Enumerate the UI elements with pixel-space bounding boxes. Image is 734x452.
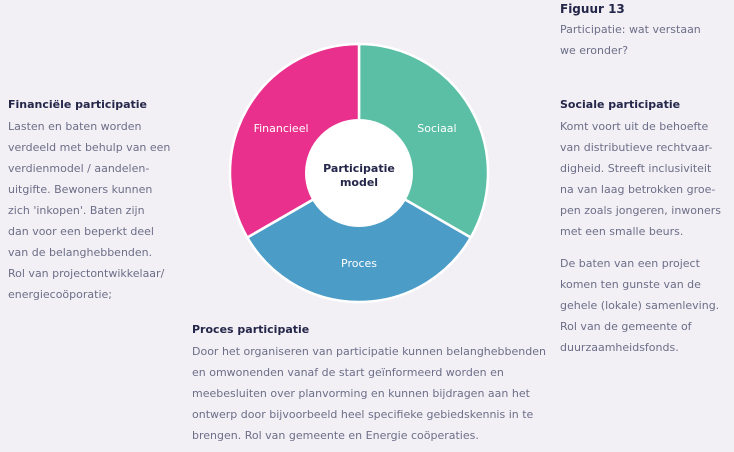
- paragraph-gap: [560, 242, 721, 253]
- process-participation-text: [192, 341, 546, 446]
- figure-caption-text: [560, 19, 701, 61]
- text-line: dan voor een beperkt deel: [8, 225, 154, 238]
- social-participation-text: [560, 116, 721, 358]
- segment-label-sociaal: Sociaal: [417, 122, 457, 135]
- text-line: Door het organiseren van participatie kunnen belanghebbenden: [192, 345, 546, 358]
- text-line: uitgifte. Bewoners kunnen: [8, 183, 153, 196]
- social-participation-section: [560, 97, 721, 358]
- financial-participation-text: [8, 116, 170, 305]
- financial-participation-section: [8, 97, 170, 305]
- process-participation-heading: Proces participatie: [192, 323, 310, 336]
- text-line: van distributieve rechtvaar-: [560, 141, 713, 154]
- segment-label-financieel: Financieel: [253, 122, 309, 135]
- participation-model-diagram: [226, 40, 492, 306]
- caption-line: we eronder?: [560, 44, 629, 57]
- financial-participation-heading: Financiële participatie: [8, 98, 148, 111]
- text-line: met een smalle beurs.: [560, 225, 684, 238]
- text-line: duurzaamheidsfonds.: [560, 341, 679, 354]
- text-line: komen ten gunste van de: [560, 278, 701, 291]
- figure-title: Figuur 13: [560, 2, 625, 16]
- text-line: verdienmodel / aandelen-: [8, 162, 150, 175]
- process-participation-section: [192, 322, 546, 446]
- text-line: gehele (lokale) samenleving.: [560, 299, 720, 312]
- text-line: van de belanghebbenden.: [8, 246, 153, 259]
- text-line: Lasten en baten worden: [8, 120, 142, 133]
- figure-caption: [560, 0, 701, 61]
- center-label-line: Participatie: [323, 162, 395, 175]
- text-line: brengen. Rol van gemeente en Energie coöperaties.: [192, 429, 479, 442]
- social-participation-heading: Sociale participatie: [560, 98, 681, 111]
- text-line: Komt voort uit de behoefte: [560, 120, 709, 133]
- text-line: digheid. Streeft inclusiviteit: [560, 162, 712, 175]
- text-line: zich 'inkopen'. Baten zijn: [8, 204, 145, 217]
- segment-label-proces: Proces: [341, 257, 377, 270]
- center-label-line: model: [339, 176, 379, 189]
- text-line: en omwonenden vanaf de start geïnformeerd worden en: [192, 366, 504, 379]
- text-line: verdeeld met behulp van een: [8, 141, 171, 154]
- caption-line: Participatie: wat verstaan: [560, 23, 701, 36]
- text-line: De baten van een project: [560, 257, 700, 270]
- text-line: energiecoöporatie;: [8, 288, 112, 301]
- text-line: meebesluiten over planvorming en kunnen bijdragen aan het: [192, 387, 530, 400]
- text-line: Rol van projectontwikkelaar/: [8, 267, 165, 280]
- text-line: na van laag betrokken groe-: [560, 183, 716, 196]
- text-line: ontwerp door bijvoorbeeld heel specifieke gebiedskennis in te: [192, 408, 534, 421]
- text-line: Rol van de gemeente of: [560, 320, 692, 333]
- text-line: pen zoals jongeren, inwoners: [560, 204, 722, 217]
